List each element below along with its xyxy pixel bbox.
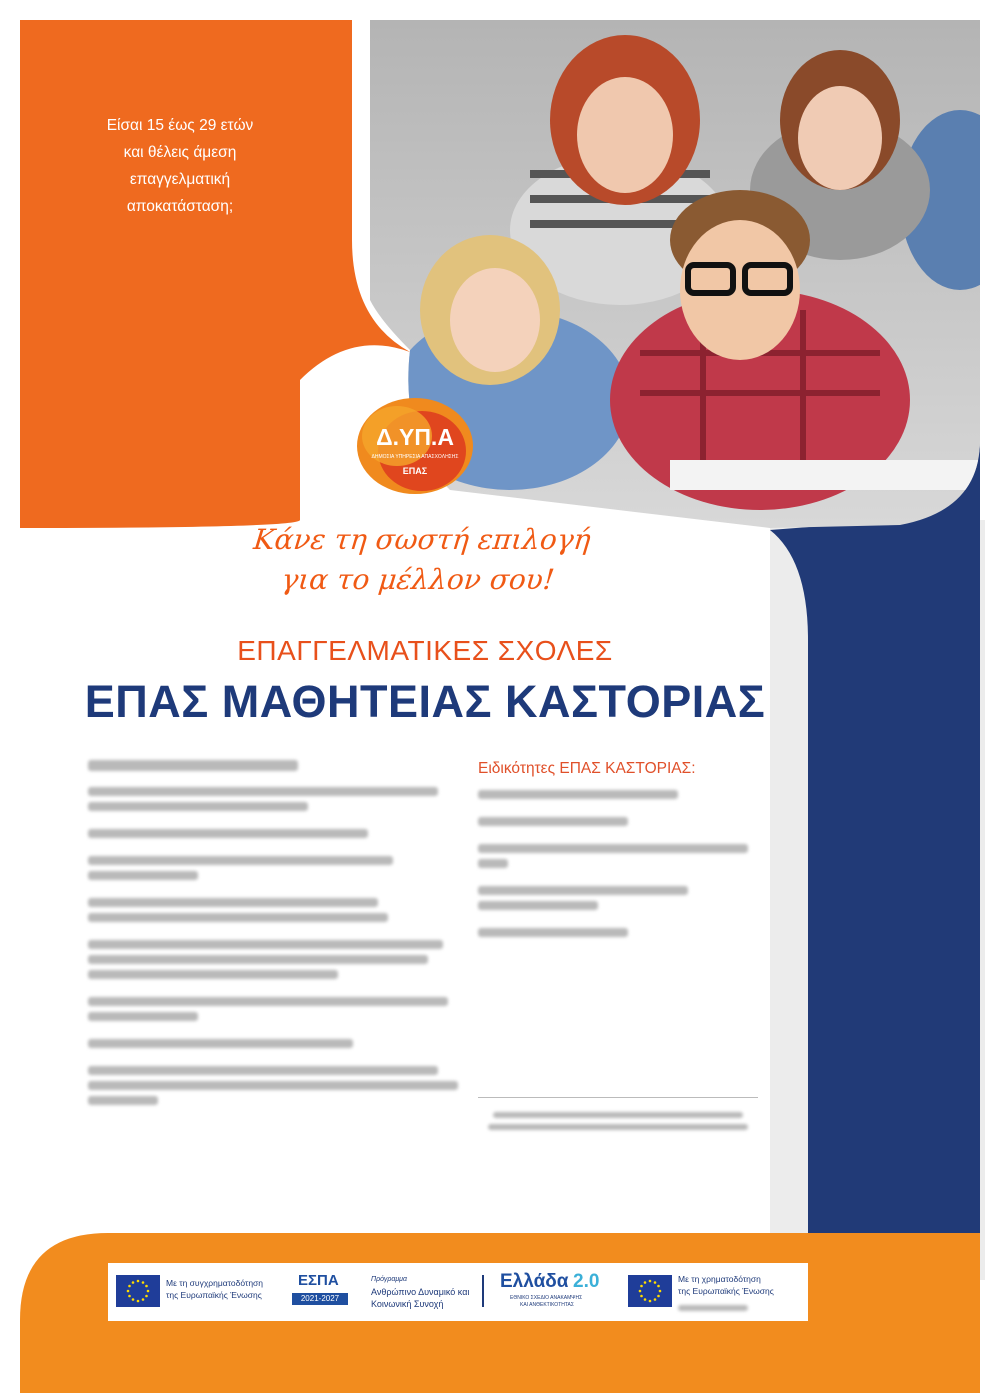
blurred-footnote xyxy=(488,1124,748,1130)
benefits-column xyxy=(88,760,458,1123)
program-name-line-1: Ανθρώπινο Δυναμικό και xyxy=(371,1287,470,1297)
divider xyxy=(478,1097,758,1098)
blurred-specialty xyxy=(478,928,768,937)
program-name-line-2: Κοινωνική Συνοχή xyxy=(371,1299,444,1309)
blurred-specialty xyxy=(478,790,768,799)
blurred-list-item xyxy=(88,898,458,922)
logo-wordmark: Δ.ΥΠ.Α xyxy=(376,424,454,450)
logo-unit: ΕΠΑΣ xyxy=(402,466,428,476)
dypa-logo xyxy=(352,396,478,496)
blurred-specialty xyxy=(478,844,768,868)
logo-tagline: ΔΗΜΟΣΙΑ ΥΠΗΡΕΣΙΑ ΑΠΑΣΧΟΛΗΣΗΣ xyxy=(371,454,459,460)
blurred-list-item xyxy=(88,856,458,880)
blurred-list-item xyxy=(88,787,458,811)
slogan xyxy=(226,520,614,600)
greece-plan-line-1: ΕΘΝΙΚΟ ΣΧΕΔΙΟ ΑΝΑΚΑΜΨΗΣ xyxy=(510,1295,583,1301)
footer-divider xyxy=(482,1275,484,1307)
blurred-list-item xyxy=(88,1066,458,1105)
blurred-list-item xyxy=(88,997,458,1021)
espa-years-badge: 2021-2027 xyxy=(292,1293,348,1305)
eu-cofunding-text: Με τη συγχρηματοδότηση της Ευρωπαϊκής Ένωσης xyxy=(166,1278,264,1300)
slogan-line-1: Κάνε τη σωστή επιλογή xyxy=(252,523,593,556)
intro-line: Είσαι 15 έως 29 ετών xyxy=(106,117,254,134)
main-title: ΕΠΑΣ ΜΑΘΗΤΕΙΑΣ ΚΑΣΤΟΡΙΑΣ xyxy=(84,676,766,727)
blurred-code xyxy=(678,1305,748,1311)
program-label: Πρόγραμμα xyxy=(371,1276,408,1283)
eu-flag-icon xyxy=(116,1275,160,1307)
funding-logos-strip xyxy=(108,1263,808,1321)
blurred-footnote xyxy=(493,1112,743,1118)
specialties-column xyxy=(478,760,768,1136)
blurred-list-item xyxy=(88,1039,458,1048)
blurred-heading xyxy=(88,760,298,771)
blurred-list-item xyxy=(88,829,458,838)
specialties-heading: Ειδικότητες ΕΠΑΣ ΚΑΣΤΟΡΙΑΣ: xyxy=(478,760,696,777)
intro-line: και θέλεις άμεση xyxy=(123,144,237,161)
greece-version: 2.0 xyxy=(573,1271,600,1292)
eu-flag-icon xyxy=(628,1275,672,1307)
intro-line: επαγγελματική xyxy=(129,171,231,188)
blurred-specialty xyxy=(478,817,768,826)
eu-funding-text: Με τη χρηματοδότηση της Ευρωπαϊκής Ένωσης xyxy=(678,1274,774,1296)
blurred-list-item xyxy=(88,940,458,979)
greece-wordmark: Ελλάδα xyxy=(500,1271,569,1292)
blurred-specialty xyxy=(478,886,768,910)
intro-question xyxy=(60,112,300,220)
intro-line: αποκατάσταση; xyxy=(126,198,234,215)
espa-label: ΕΣΠΑ xyxy=(298,1272,339,1289)
greece-plan-line-2: ΚΑΙ ΑΝΘΕΚΤΙΚΟΤΗΤΑΣ xyxy=(520,1302,574,1308)
subtitle: ΕΠΑΓΓΕΛΜΑΤΙΚΕΣ ΣΧΟΛΕΣ xyxy=(237,635,613,666)
slogan-line-2: για το μέλλον σου! xyxy=(279,563,556,596)
